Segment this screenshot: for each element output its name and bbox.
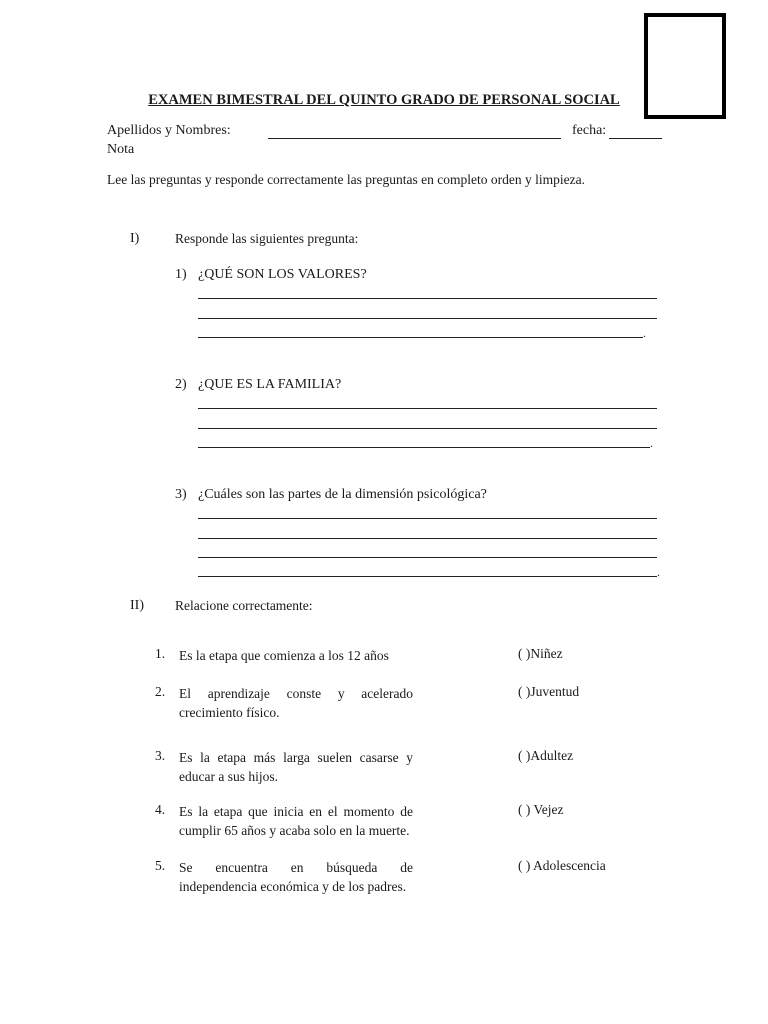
answer-line[interactable] <box>198 337 643 338</box>
match-item-number: 1. <box>155 646 166 661</box>
exam-title: EXAMEN BIMESTRAL DEL QUINTO GRADO DE PERSONAL SOCIAL <box>148 92 620 108</box>
question-3-number: 3) <box>175 487 187 502</box>
name-field-line[interactable] <box>268 138 561 139</box>
date-label: fecha: <box>572 123 607 138</box>
answer-line[interactable] <box>198 428 657 429</box>
period-mark: . <box>657 565 660 579</box>
answer-line[interactable] <box>198 518 657 519</box>
match-option[interactable]: ( )Juventud <box>518 684 580 699</box>
section-1-numeral: I) <box>130 231 140 246</box>
match-item-number: 4. <box>155 802 166 817</box>
match-item-number: 3. <box>155 748 166 763</box>
period-mark: . <box>643 326 646 340</box>
period-mark: . <box>650 436 653 450</box>
section-1-heading: Responde las siguientes pregunta: <box>175 231 359 246</box>
match-option[interactable]: ( )Adultez <box>518 748 574 763</box>
grade-label: Nota <box>107 142 135 157</box>
match-item-text: Es la etapa que inicia en el momento de cumplir 65 años y acaba solo en la muerte. <box>179 804 413 838</box>
answer-line[interactable] <box>198 298 657 299</box>
match-item-number: 5. <box>155 858 166 873</box>
date-field-line[interactable] <box>609 138 662 139</box>
section-2-heading: Relacione correctamente: <box>175 598 313 613</box>
match-item-text: El aprendizaje conste y acelerado crecimiento físico. <box>179 686 413 720</box>
match-item-text: Es la etapa más larga suelen casarse y educar a sus hijos. <box>179 750 413 784</box>
answer-line[interactable] <box>198 447 650 448</box>
question-1-number: 1) <box>175 267 187 282</box>
match-option[interactable]: ( ) Adolescencia <box>518 858 606 873</box>
match-item-text: Es la etapa que comienza a los 12 años <box>179 648 389 663</box>
answer-line[interactable] <box>198 408 657 409</box>
match-option[interactable]: ( )Niñez <box>518 646 563 661</box>
answer-line[interactable] <box>198 576 657 577</box>
section-2-numeral: II) <box>130 598 144 613</box>
match-option[interactable]: ( ) Vejez <box>518 802 564 817</box>
answer-line[interactable] <box>198 557 657 558</box>
question-2-text: ¿QUE ES LA FAMILIA? <box>198 377 342 392</box>
question-3-text: ¿Cuáles son las partes de la dimensión psicológica? <box>198 487 487 502</box>
answer-line[interactable] <box>198 318 657 319</box>
match-item-text: Se encuentra en búsqueda de independencia económica y de los padres. <box>179 860 413 894</box>
question-2-number: 2) <box>175 377 187 392</box>
match-item-number: 2. <box>155 684 166 699</box>
question-1-text: ¿QUÉ SON LOS VALORES? <box>198 267 367 282</box>
instructions-text: Lee las preguntas y responde correctamente las preguntas en completo orden y limpieza. <box>107 172 585 187</box>
answer-line[interactable] <box>198 538 657 539</box>
name-label: Apellidos y Nombres: <box>107 123 231 138</box>
